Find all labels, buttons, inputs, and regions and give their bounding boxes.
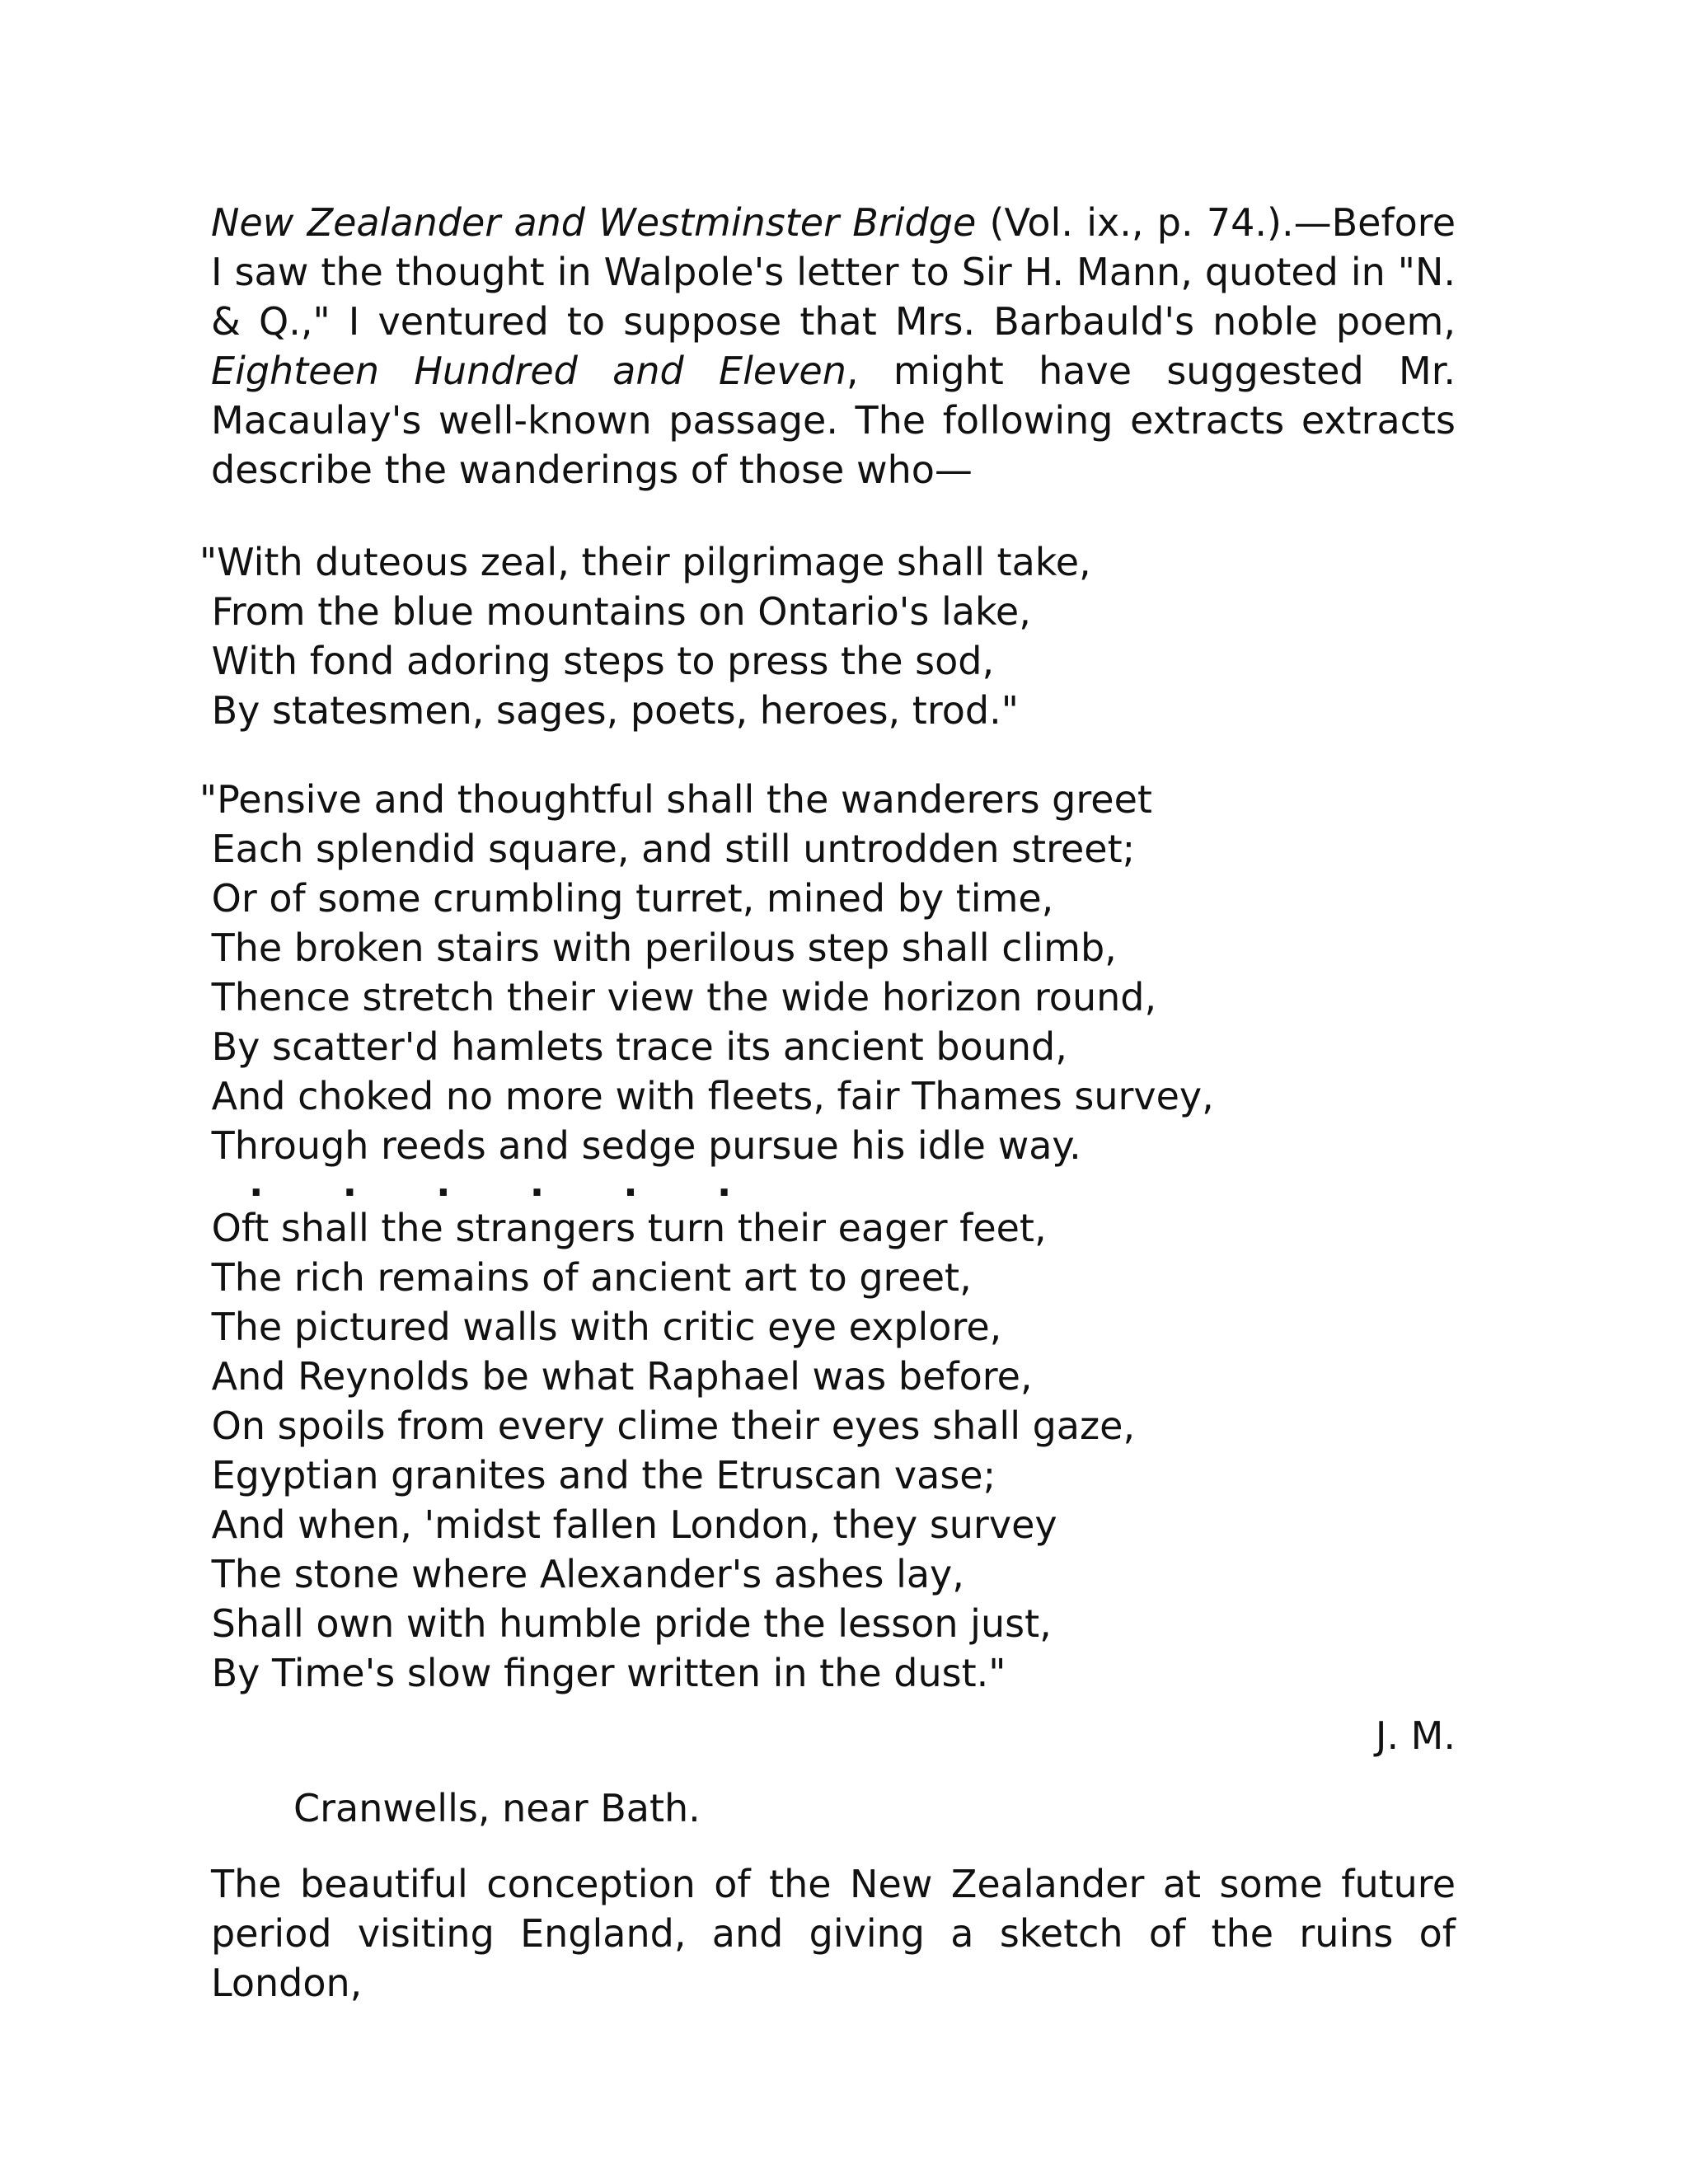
verse-line: And choked no more with fleets, fair Thames survey, — [199, 1074, 1214, 1118]
verse-line: Oft shall the strangers turn their eager feet, — [199, 1206, 1047, 1250]
verse-line: Egyptian granites and the Etruscan vase; — [199, 1453, 996, 1497]
verse-line: Or of some crumbling turret, mined by time, — [199, 876, 1054, 921]
second-paragraph: The beautiful conception of the New Zealander at some future period visiting England, and giving a sketch of the ruins of London, — [211, 1862, 1456, 2005]
author-signature: J. M. — [1375, 1713, 1456, 1758]
verse-line: "Pensive and thoughtful shall the wanderers greet — [199, 777, 1152, 822]
verse-line: With fond adoring steps to press the sod, — [199, 639, 995, 683]
verse-line: From the blue mountains on Ontario's lake, — [199, 589, 1031, 634]
verse-line: The pictured walls with critic eye explore, — [199, 1305, 1002, 1349]
stanza-2 — [199, 775, 1214, 1698]
verse-line: "With duteous zeal, their pilgrimage shall take, — [199, 540, 1091, 584]
verse-line: The broken stairs with perilous step shall climb, — [199, 926, 1117, 970]
article-title: New Zealander and Westminster Bridge — [211, 200, 977, 245]
place-line: Cranwells, near Bath. — [293, 1786, 701, 1830]
intro-text-a: (Vol. ix., p. 74.).—Before I saw the thought in Walpole's letter to Sir H. Mann, quoted in "N. & Q.," I ventured to suppose that Mrs. Barbauld's noble poem, — [211, 200, 1456, 344]
intro-text-b: , might have suggested Mr. Macaulay's well-known passage. The following extracts extracts describe the wanderings of those who— — [211, 349, 1456, 492]
verse-line: On spoils from every clime their eyes shall gaze, — [199, 1404, 1136, 1448]
verse-line: Thence stretch their view the wide horizon round, — [199, 975, 1157, 1019]
verse-line: By statesmen, sages, poets, heroes, trod." — [199, 688, 1019, 733]
stanza-1 — [199, 537, 1091, 735]
verse-line: And when, 'midst fallen London, they survey — [199, 1502, 1057, 1547]
verse-line: The stone where Alexander's ashes lay, — [199, 1552, 964, 1596]
verse-line: Each splendid square, and still untrodden street; — [199, 827, 1136, 871]
verse-line: And Reynolds be what Raphael was before, — [199, 1354, 1033, 1399]
verse-line: By Time's slow finger written in the dust." — [199, 1651, 1006, 1695]
intro-paragraph — [211, 198, 1456, 494]
ellipsis-dots: . . . . . . — [249, 1160, 732, 1205]
verse-line: By scatter'd hamlets trace its ancient bound, — [199, 1024, 1067, 1069]
verse-line: The rich remains of ancient art to greet, — [199, 1255, 972, 1300]
poem-title: Eighteen Hundred and Eleven — [211, 349, 846, 393]
verse-line: Shall own with humble pride the lesson just, — [199, 1601, 1052, 1646]
verse-line: Through reeds and sedge pursue his idle way. — [199, 1123, 1081, 1168]
